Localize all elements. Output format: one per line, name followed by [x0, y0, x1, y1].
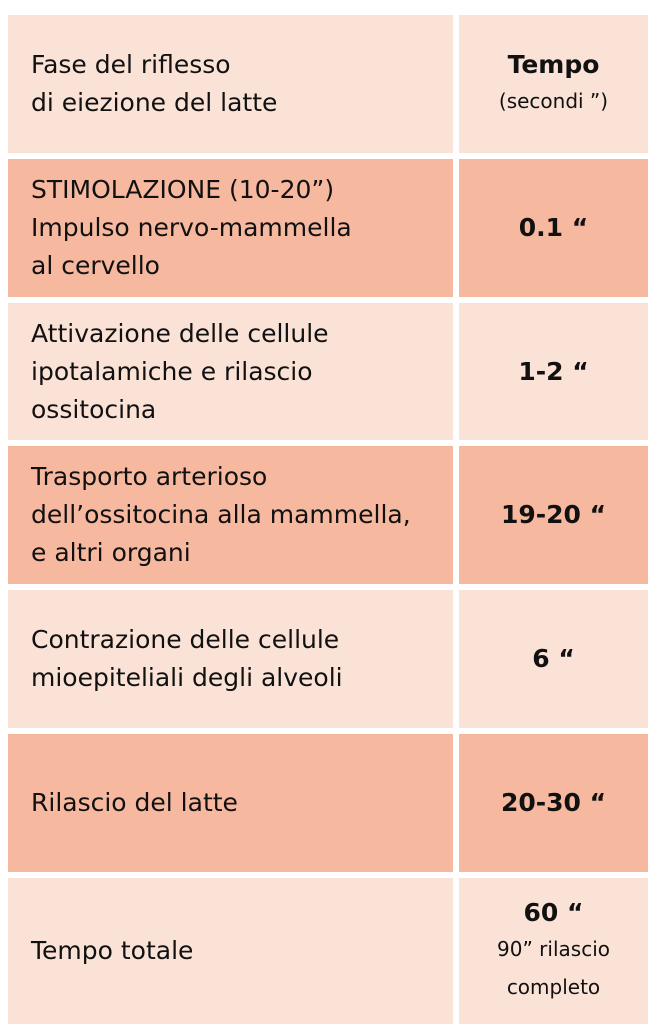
- phase-text: [31, 621, 343, 697]
- time-value: 0.1 “: [518, 213, 589, 242]
- phase-cell-attivazione: [8, 303, 453, 440]
- header-time-title: Tempo: [507, 50, 600, 79]
- phase-text: [31, 315, 329, 429]
- phase-line: Trasporto arterioso: [31, 462, 268, 491]
- phase-line: Contrazione delle cellule: [31, 625, 340, 654]
- milk-ejection-reflex-table: [8, 15, 648, 1024]
- phase-line: mioepiteliali degli alveoli: [31, 663, 343, 692]
- phase-line: STIMOLAZIONE (10-20”): [31, 175, 335, 204]
- header-time-cell: [459, 15, 648, 153]
- header-phase-line: Fase del riflesso: [31, 50, 231, 79]
- phase-cell-rilascio: [8, 734, 453, 872]
- time-cell-rilascio: [459, 734, 648, 872]
- total-time-cell: [459, 878, 648, 1024]
- header-time-unit: (secondi ”): [498, 89, 609, 113]
- phase-text: [31, 171, 352, 285]
- time-cell-trasporto: [459, 446, 648, 584]
- time-value: 1-2 “: [518, 356, 589, 386]
- phase-line: ossitocina: [31, 394, 157, 424]
- phase-text: [31, 784, 238, 822]
- header-phase-line: di eiezione del latte: [31, 88, 278, 117]
- total-label: Tempo totale: [31, 936, 194, 965]
- time-value: 20-30 “: [500, 788, 607, 817]
- phase-cell-trasporto: [8, 446, 453, 584]
- header-phase-text: [31, 46, 277, 122]
- total-note-line: 90” rilascio: [497, 937, 610, 961]
- phase-line: ipotalamiche e rilascio: [31, 356, 313, 386]
- phase-line: al cervello: [31, 251, 160, 280]
- time-value: 6 “: [532, 644, 575, 673]
- total-label-cell: [8, 878, 453, 1024]
- time-cell-contrazione: [459, 590, 648, 728]
- phase-line: e altri organi: [31, 538, 191, 567]
- total-time-value: 60 “: [523, 898, 584, 927]
- time-cell-attivazione: [459, 303, 648, 440]
- phase-line: Impulso nervo-mammella: [31, 213, 352, 242]
- phase-cell-stimolazione: [8, 159, 453, 297]
- total-note-line: completo: [506, 975, 601, 999]
- phase-line: Attivazione delle cellule: [31, 318, 329, 348]
- time-value: 19-20 “: [500, 500, 607, 529]
- phase-cell-contrazione: [8, 590, 453, 728]
- time-cell-stimolazione: [459, 159, 648, 297]
- phase-text: [31, 458, 411, 572]
- phase-line: Rilascio del latte: [31, 788, 238, 817]
- header-phase-cell: [8, 15, 453, 153]
- phase-line: dell’ossitocina alla mammella,: [31, 500, 411, 529]
